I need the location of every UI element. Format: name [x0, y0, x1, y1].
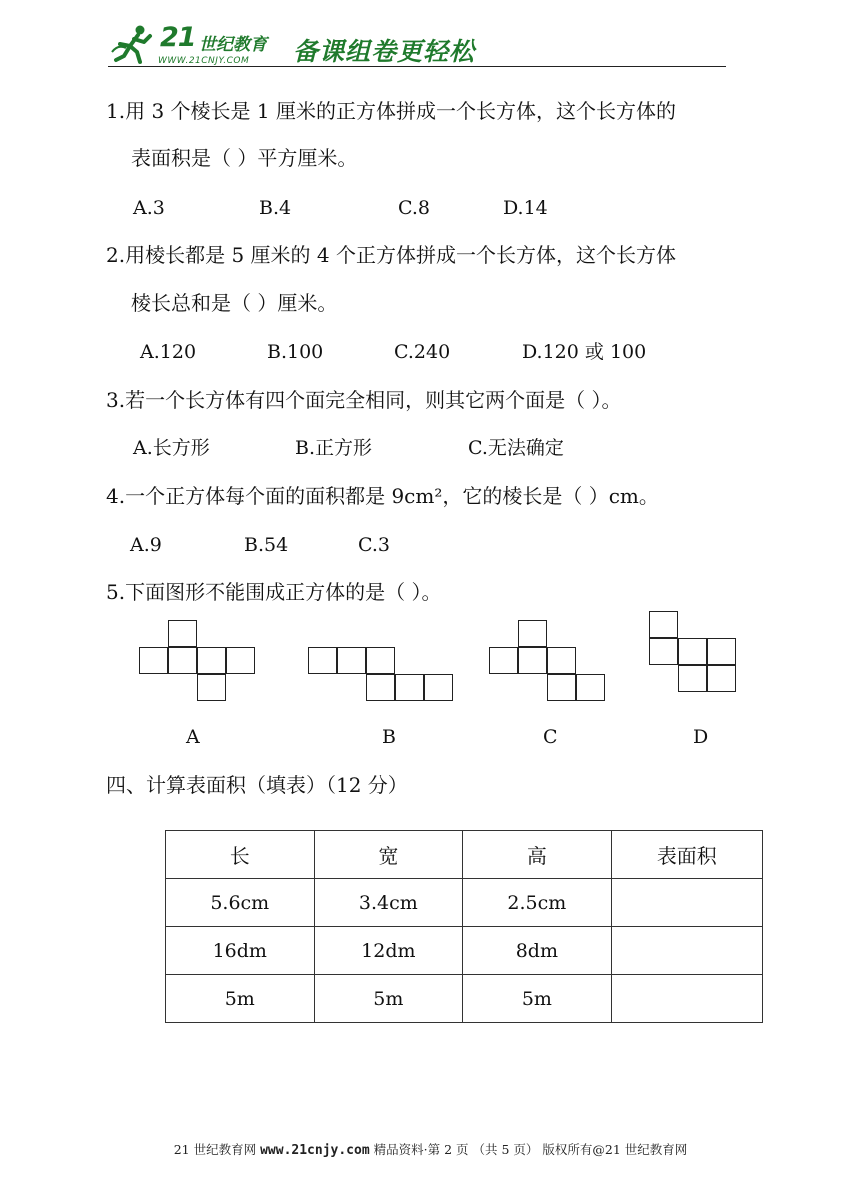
question-2-line2: 棱长总和是（ ）厘米。 [131, 291, 338, 315]
net-square [424, 674, 453, 701]
question-2-option-c: C.240 [394, 341, 451, 363]
table-row [166, 879, 763, 927]
table-row [166, 927, 763, 975]
question-1-line1: 1.用 3 个棱长是 1 厘米的正方体拼成一个长方体，这个长方体的 [106, 99, 676, 123]
net-square [139, 647, 168, 674]
table-row [166, 975, 763, 1023]
table-cell: 16dm [166, 927, 315, 975]
question-2-option-b: B.100 [267, 341, 324, 363]
question-1-option-c: C.8 [398, 197, 430, 219]
net-square [168, 647, 197, 674]
table-header-width: 宽 [314, 831, 463, 879]
table-cell-answer [611, 879, 762, 927]
net-label-b: B [382, 726, 396, 748]
net-square [707, 665, 736, 692]
table-cell: 5m [463, 975, 612, 1023]
table-cell: 5m [314, 975, 463, 1023]
question-1-option-a: A.3 [133, 197, 165, 219]
question-4-option-a: A.9 [130, 534, 162, 556]
question-1-line2: 表面积是（ ）平方厘米。 [131, 146, 358, 170]
net-label-a: A [186, 726, 200, 748]
question-5-line1: 5.下面图形不能围成正方体的是（ ）。 [106, 580, 442, 604]
question-3-option-b: B.正方形 [295, 437, 373, 459]
net-square [518, 647, 547, 674]
table-cell: 5.6cm [166, 879, 315, 927]
question-4-option-b: B.54 [244, 534, 289, 556]
net-label-c: C [543, 726, 558, 748]
net-square [489, 647, 518, 674]
net-square [197, 647, 226, 674]
net-square [649, 638, 678, 665]
question-4-option-c: C.3 [358, 534, 390, 556]
table-cell-answer [611, 975, 762, 1023]
footer-suffix: 精品资料·第 2 页 （共 5 页） 版权所有@21 世纪教育网 [373, 1142, 688, 1157]
net-square [547, 647, 576, 674]
question-3-line1: 3.若一个长方体有四个面完全相同，则其它两个面是（ ）。 [106, 388, 622, 412]
page-footer [0, 1140, 861, 1158]
table-header-row [166, 831, 763, 879]
table-cell: 3.4cm [314, 879, 463, 927]
question-3-option-c: C.无法确定 [468, 437, 564, 459]
table-cell: 12dm [314, 927, 463, 975]
question-2-line1: 2.用棱长都是 5 厘米的 4 个正方体拼成一个长方体，这个长方体 [106, 243, 676, 267]
net-square [197, 674, 226, 701]
logo-number: 21 [160, 22, 196, 53]
net-square [678, 665, 707, 692]
logo-url: WWW.21CNJY.COM [158, 56, 250, 66]
question-2-option-d: D.120 或 100 [522, 341, 647, 363]
net-square [337, 647, 366, 674]
net-square [518, 620, 547, 647]
question-4-line1: 4.一个正方体每个面的面积都是 9cm²，它的棱长是（ ）cm。 [106, 484, 659, 508]
question-2-option-a: A.120 [140, 341, 197, 363]
runner-logo-icon [110, 22, 154, 66]
net-square [366, 674, 395, 701]
table-cell: 5m [166, 975, 315, 1023]
table-cell-answer [611, 927, 762, 975]
question-1-option-d: D.14 [503, 197, 548, 219]
net-square [366, 647, 395, 674]
table-cell: 8dm [463, 927, 612, 975]
net-square [649, 611, 678, 638]
net-square [395, 674, 424, 701]
table-header-height: 高 [463, 831, 612, 879]
net-label-d: D [693, 726, 709, 748]
header-rule [108, 66, 726, 67]
net-square [168, 620, 197, 647]
net-square [576, 674, 605, 701]
section-4-title: 四、计算表面积（填表）（12 分） [106, 773, 408, 797]
table-header-surface-area: 表面积 [611, 831, 762, 879]
net-square [678, 638, 707, 665]
table-cell: 2.5cm [463, 879, 612, 927]
surface-area-table [165, 830, 763, 1023]
question-1-option-b: B.4 [259, 197, 292, 219]
net-square [707, 638, 736, 665]
question-3-option-a: A.长方形 [133, 437, 210, 459]
footer-prefix: 21 世纪教育网 [173, 1142, 257, 1157]
header-slogan: 备课组卷更轻松 [293, 37, 476, 66]
net-square [226, 647, 255, 674]
net-square [308, 647, 337, 674]
table-header-length: 长 [166, 831, 315, 879]
footer-site-link[interactable]: www.21cnjy.com [260, 1143, 370, 1158]
logo-text: 世纪教育 [199, 35, 267, 55]
net-square [547, 674, 576, 701]
